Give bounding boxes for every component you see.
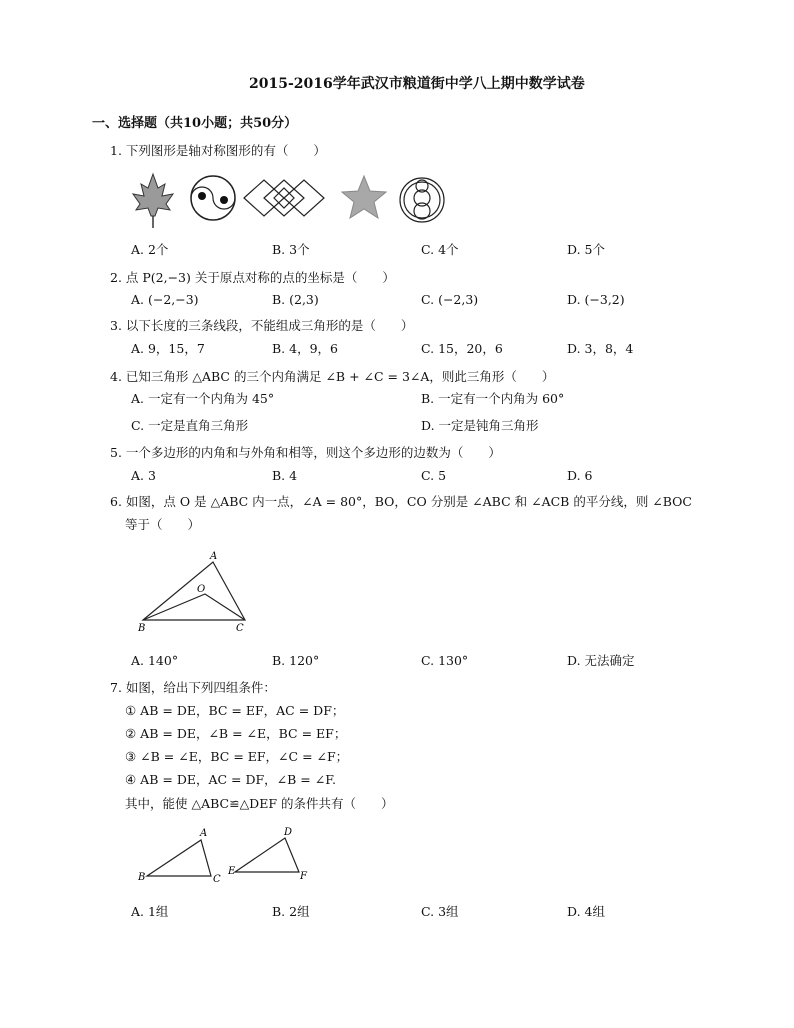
q7-option-a[interactable]: A. 1组: [131, 904, 169, 919]
q7-condition-4: ④ AB = DE，AC = DF，∠B = ∠F.: [125, 772, 336, 787]
q4-option-d[interactable]: D. 一定是钝角三角形: [421, 418, 539, 433]
q2-option-d[interactable]: D. (−3,2): [567, 292, 625, 307]
q6-option-a[interactable]: A. 140°: [131, 653, 179, 668]
q4-option-c[interactable]: C. 一定是直角三角形: [131, 418, 249, 433]
q7-option-b[interactable]: B. 2组: [272, 904, 310, 919]
q3-option-c[interactable]: C. 15，20，6: [421, 341, 503, 356]
q1-stem: 1. 下列图形是轴对称图形的有（ ）: [110, 143, 326, 158]
concentric-circles-figure: [400, 178, 444, 222]
q4-stem: 4. 已知三角形 △ABC 的三个内角满足 ∠B + ∠C = 3∠A，则此三角形（ ）: [110, 369, 555, 384]
star-figure: [342, 176, 386, 218]
q1-option-b[interactable]: B. 3个: [272, 242, 310, 257]
page-title: 2015-2016学年武汉市粮道街中学八上期中数学试卷: [249, 76, 585, 92]
q6-label-b: B: [138, 623, 146, 634]
q3-stem: 3. 以下长度的三条线段，不能组成三角形的是（ ）: [110, 318, 414, 333]
q2-option-a[interactable]: A. (−2,−3): [131, 292, 199, 307]
q3-option-d[interactable]: D. 3，8，4: [567, 341, 634, 356]
q7-condition-3: ③ ∠B = ∠E，BC = EF，∠C = ∠F；: [125, 749, 349, 764]
triangle-abc: [147, 840, 211, 876]
maple-leaf-figure: [133, 174, 173, 228]
section-heading: 一、选择题（共10小题；共50分）: [92, 116, 298, 131]
q6-label-a: A: [210, 551, 218, 562]
q5-option-c[interactable]: C. 5: [421, 468, 447, 483]
q5-option-b[interactable]: B. 4: [272, 468, 298, 483]
q4-option-a[interactable]: A. 一定有一个内角为 45°: [131, 391, 275, 406]
q7-condition-1: ① AB = DE，BC = EF，AC = DF；: [125, 703, 345, 718]
q5-stem: 5. 一个多边形的内角和与外角和相等，则这个多边形的边数为（ ）: [110, 445, 501, 460]
q7-label-f: F: [300, 871, 307, 882]
q6-option-b[interactable]: B. 120°: [272, 653, 320, 668]
q7-option-c[interactable]: C. 3组: [421, 904, 459, 919]
q1-figures: [128, 170, 468, 230]
q3-option-a[interactable]: A. 9，15，7: [131, 341, 205, 356]
q5-option-a[interactable]: A. 3: [131, 468, 156, 483]
q6-stem-line1: 6. 如图，点 O 是 △ABC 内一点，∠A = 80°，BO，CO 分别是 ∠ABC 和 ∠ACB 的平分线，则 ∠BOC: [110, 494, 692, 509]
yin-yang-figure: [191, 176, 235, 220]
q5-option-d[interactable]: D. 6: [567, 468, 593, 483]
q6-label-o: O: [197, 584, 206, 595]
q7-label-c: C: [213, 874, 221, 885]
q6-option-d[interactable]: D. 无法确定: [567, 653, 635, 668]
q6-label-c: C: [236, 623, 244, 634]
q6-option-c[interactable]: C. 130°: [421, 653, 469, 668]
triangle-def: [235, 838, 299, 872]
q3-option-b[interactable]: B. 4，9，6: [272, 341, 338, 356]
knot-diamond-figure: [244, 180, 324, 216]
q6-triangle-figure: [135, 548, 275, 638]
q6-stem-line2: 等于（ ）: [125, 517, 201, 532]
q7-stem: 7. 如图，给出下列四组条件：: [110, 680, 276, 695]
q1-option-c[interactable]: C. 4个: [421, 242, 459, 257]
q7-condition-2: ② AB = DE，∠B = ∠E，BC = EF；: [125, 726, 347, 741]
q1-option-d[interactable]: D. 5个: [567, 242, 605, 257]
q2-stem: 2. 点 P(2,−3) 关于原点对称的点的坐标是（ ）: [110, 270, 395, 285]
q7-option-d[interactable]: D. 4组: [567, 904, 605, 919]
q7-label-b: B: [138, 872, 146, 883]
q2-option-c[interactable]: C. (−2,3): [421, 292, 479, 307]
q7-triangles-figure: [135, 824, 335, 889]
q4-option-b[interactable]: B. 一定有一个内角为 60°: [421, 391, 565, 406]
q2-option-b[interactable]: B. (2,3): [272, 292, 319, 307]
q7-question: 其中，能使 △ABC≌△DEF 的条件共有（ ）: [125, 796, 394, 811]
q7-label-a: A: [200, 828, 208, 839]
q7-label-d: D: [284, 827, 293, 838]
q1-option-a[interactable]: A. 2个: [131, 242, 169, 257]
q7-label-e: E: [228, 866, 236, 877]
